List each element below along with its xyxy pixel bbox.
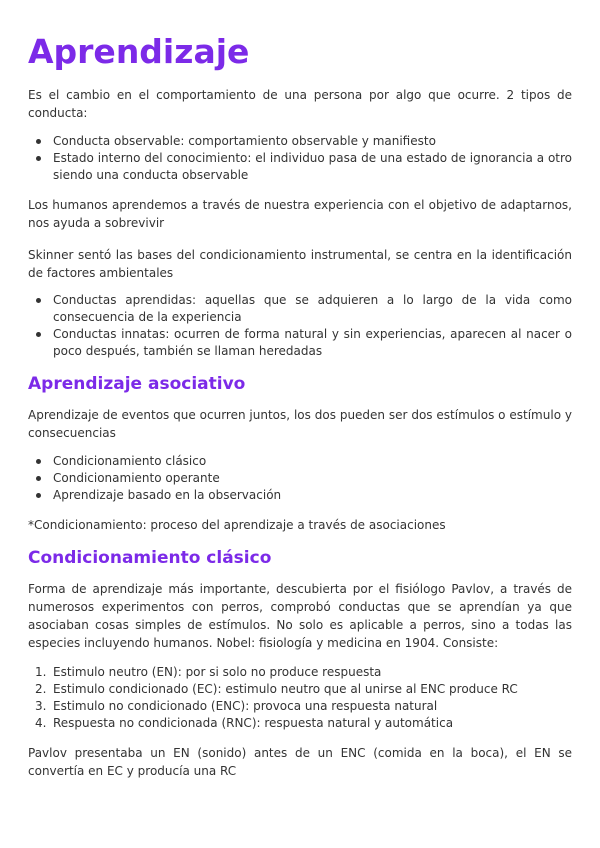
list-item: Condicionamiento operante [28,470,572,487]
section-heading-associative: Aprendizaje asociativo [28,374,246,394]
classical-list [28,664,572,732]
humans-paragraph: Los humanos aprendemos a través de nuestra experiencia con el objetivo de adaptarnos, nos ayuda a sobrevivir [28,198,572,230]
intro-paragraph: Es el cambio en el comportamiento de una persona por algo que ocurre. 2 tipos de conducta: [28,88,572,120]
list-number: 3. [35,699,47,713]
list-number: 1. [35,665,47,679]
pavlov-paragraph: Pavlov presentaba un EN (sonido) antes de un ENC (comida en la boca), el EN se convertía en EC y producía una RC [28,746,572,778]
list-text: Estimulo no condicionado (ENC): provoca una respuesta natural [53,699,438,713]
list-item: Estado interno del conocimiento: el individuo pasa de una estado de ignorancia a otro siendo una conducta observable [28,150,572,184]
list-item: Aprendizaje basado en la observación [28,487,572,504]
conduct-list [28,133,572,184]
list-item [28,698,572,715]
list-item [28,715,572,732]
list-text: Estimulo neutro (EN): por si solo no produce respuesta [53,665,382,679]
section-heading-classical: Condicionamiento clásico [28,548,272,568]
associative-list [28,453,572,504]
list-item: Condicionamiento clásico [28,453,572,470]
factors-list [28,292,572,360]
conditioning-note: *Condicionamiento: proceso del aprendizaje a través de asociaciones [28,518,446,532]
classical-paragraph: Forma de aprendizaje más importante, descubierta por el fisiólogo Pavlov, a través de numerosos experimentos con perros, comprobó conductas que se aprendían ya que asociaban cosas simples de estímulos. No solo es aplicable a perros, sino a todas las especies incluyendo humanos. Nobel: fisiología y medicina en 1904. Consiste: [28,582,572,650]
list-item [28,681,572,698]
list-item [28,664,572,681]
list-number: 4. [35,716,47,730]
list-text: Respuesta no condicionada (RNC): respuesta natural y automática [53,716,454,730]
skinner-paragraph: Skinner sentó las bases del condicionamiento instrumental, se centra en la identificación de factores ambientales [28,248,572,280]
list-item: Conductas innatas: ocurren de forma natural y sin experiencias, aparecen al nacer o poco después, también se llaman heredadas [28,326,572,360]
page-title: Aprendizaje [28,32,250,71]
associative-paragraph: Aprendizaje de eventos que ocurren juntos, los dos pueden ser dos estímulos o estímulo y consecuencias [28,408,572,440]
list-item: Conducta observable: comportamiento observable y manifiesto [28,133,572,150]
list-number: 2. [35,682,47,696]
list-text: Estimulo condicionado (EC): estimulo neutro que al unirse al ENC produce RC [53,682,518,696]
list-item: Conductas aprendidas: aquellas que se adquieren a lo largo de la vida como consecuencia de la experiencia [28,292,572,326]
